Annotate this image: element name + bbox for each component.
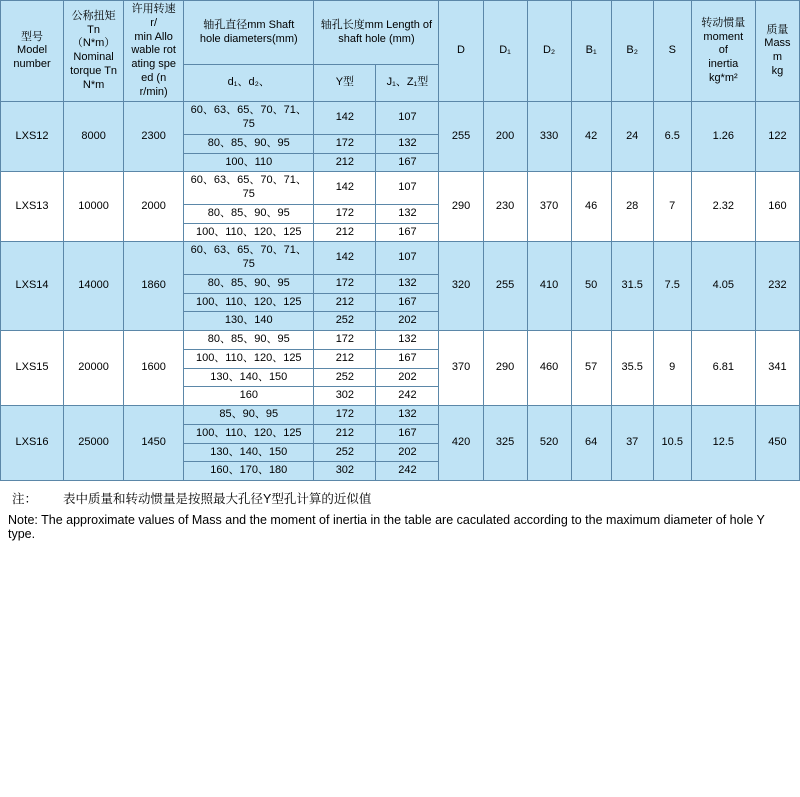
cell-inertia: 6.81 [691, 331, 755, 406]
cell-D1: 230 [483, 172, 527, 242]
cell-length-y: 142 [314, 102, 376, 135]
cell-D1: 290 [483, 331, 527, 406]
cell-mass: 160 [755, 172, 799, 242]
header-D2: D₂ [527, 1, 571, 102]
cell-B2: 24 [611, 102, 653, 172]
cell-D2: 410 [527, 242, 571, 331]
cell-bore-diameters: 160、170、180 [184, 462, 314, 481]
header-bore-diameter-group: 轴孔直径mm Shaft hole diameters(mm) [184, 1, 314, 65]
cell-B2: 37 [611, 406, 653, 481]
header-inertia: 转动惯量 moment of inertia kg*m² [691, 1, 755, 102]
cell-length-y: 212 [314, 153, 376, 172]
cell-length-jz: 202 [376, 312, 439, 331]
cell-length-jz: 132 [376, 204, 439, 223]
cell-length-y: 142 [314, 172, 376, 205]
cell-model: LXS16 [1, 406, 64, 481]
cell-bore-diameters: 60、63、65、70、71、75 [184, 102, 314, 135]
cell-D2: 370 [527, 172, 571, 242]
cell-bore-diameters: 80、85、90、95 [184, 134, 314, 153]
cell-length-jz: 202 [376, 443, 439, 462]
cell-length-jz: 107 [376, 242, 439, 275]
cell-D2: 520 [527, 406, 571, 481]
cell-length-jz: 167 [376, 153, 439, 172]
header-D: D [439, 1, 483, 102]
cell-D2: 330 [527, 102, 571, 172]
cell-inertia: 4.05 [691, 242, 755, 331]
cell-bore-diameters: 130、140 [184, 312, 314, 331]
table-row [1, 242, 800, 275]
cell-B1: 46 [571, 172, 611, 242]
cell-B1: 50 [571, 242, 611, 331]
cell-length-y: 172 [314, 331, 376, 350]
cell-allowable-speed: 1860 [124, 242, 184, 331]
cell-S: 9 [653, 331, 691, 406]
cell-bore-diameters: 130、140、150 [184, 443, 314, 462]
cell-D: 320 [439, 242, 483, 331]
table-body [1, 1, 800, 481]
cell-length-y: 252 [314, 443, 376, 462]
note-chinese [6, 489, 794, 513]
cell-D: 370 [439, 331, 483, 406]
cell-model: LXS14 [1, 242, 64, 331]
cell-S: 7.5 [653, 242, 691, 331]
cell-bore-diameters: 80、85、90、95 [184, 331, 314, 350]
cell-B2: 28 [611, 172, 653, 242]
cell-inertia: 2.32 [691, 172, 755, 242]
cell-length-jz: 242 [376, 387, 439, 406]
cell-length-jz: 167 [376, 424, 439, 443]
cell-B2: 31.5 [611, 242, 653, 331]
table-row [1, 172, 800, 205]
header-length-y-type: Y型 [314, 65, 376, 102]
cell-bore-diameters: 85、90、95 [184, 406, 314, 425]
cell-D1: 325 [483, 406, 527, 481]
header-length-jz-type: J₁、Z₁型 [376, 65, 439, 102]
cell-D2: 460 [527, 331, 571, 406]
cell-mass: 232 [755, 242, 799, 331]
cell-S: 7 [653, 172, 691, 242]
cell-bore-diameters: 80、85、90、95 [184, 204, 314, 223]
cell-length-jz: 167 [376, 223, 439, 242]
cell-length-y: 212 [314, 424, 376, 443]
cell-bore-diameters: 60、63、65、70、71、75 [184, 242, 314, 275]
notes-block [0, 481, 800, 541]
cell-bore-diameters: 100、110 [184, 153, 314, 172]
cell-D1: 255 [483, 242, 527, 331]
header-nominal-torque: 公称扭矩 Tn（N*m） Nominal torque Tn N*m [64, 1, 124, 102]
cell-length-y: 172 [314, 406, 376, 425]
cell-model: LXS12 [1, 102, 64, 172]
cell-bore-diameters: 100、110、120、125 [184, 223, 314, 242]
cell-length-jz: 132 [376, 274, 439, 293]
header-bore-length-group: 轴孔长度mm Length of shaft hole (mm) [314, 1, 439, 65]
cell-nominal-torque: 8000 [64, 102, 124, 172]
cell-bore-diameters: 130、140、150 [184, 368, 314, 387]
cell-length-y: 252 [314, 368, 376, 387]
note-chinese-text: 表中质量和转动惯量是按照最大孔径Y型孔计算的近似值 [63, 492, 372, 506]
header-S: S [653, 1, 691, 102]
cell-allowable-speed: 2000 [124, 172, 184, 242]
cell-length-y: 172 [314, 274, 376, 293]
header-allowable-speed: 许用转速 r/ min Allo wable rot ating spe ed (n r/min) [124, 1, 184, 102]
cell-D: 420 [439, 406, 483, 481]
cell-S: 6.5 [653, 102, 691, 172]
cell-mass: 122 [755, 102, 799, 172]
cell-S: 10.5 [653, 406, 691, 481]
header-D1: D₁ [483, 1, 527, 102]
header-bore-d1-d2: d₁、d₂、 [184, 65, 314, 102]
header-mass: 质量 Mass m kg [755, 1, 799, 102]
table-row [1, 331, 800, 350]
cell-bore-diameters: 160 [184, 387, 314, 406]
cell-length-y: 212 [314, 223, 376, 242]
cell-mass: 341 [755, 331, 799, 406]
header-B1: B₁ [571, 1, 611, 102]
cell-length-jz: 132 [376, 406, 439, 425]
header-B2: B₂ [611, 1, 653, 102]
note-english: Note: The approximate values of Mass and the moment of inertia in the table are caculated according to the maximum diameter of hole Y type. [8, 513, 765, 541]
note-chinese-label: 注： [12, 492, 38, 506]
cell-length-jz: 202 [376, 368, 439, 387]
cell-length-jz: 242 [376, 462, 439, 481]
cell-nominal-torque: 14000 [64, 242, 124, 331]
table-row [1, 102, 800, 135]
cell-length-y: 212 [314, 349, 376, 368]
cell-length-y: 172 [314, 204, 376, 223]
cell-length-y: 252 [314, 312, 376, 331]
cell-D1: 200 [483, 102, 527, 172]
cell-length-y: 212 [314, 293, 376, 312]
cell-model: LXS13 [1, 172, 64, 242]
cell-mass: 450 [755, 406, 799, 481]
cell-nominal-torque: 10000 [64, 172, 124, 242]
cell-nominal-torque: 25000 [64, 406, 124, 481]
cell-bore-diameters: 60、63、65、70、71、75 [184, 172, 314, 205]
cell-D: 255 [439, 102, 483, 172]
cell-B1: 64 [571, 406, 611, 481]
cell-length-jz: 107 [376, 172, 439, 205]
header-model: 型号 Model number [1, 1, 64, 102]
cell-inertia: 12.5 [691, 406, 755, 481]
cell-length-y: 302 [314, 462, 376, 481]
cell-length-jz: 132 [376, 134, 439, 153]
cell-model: LXS15 [1, 331, 64, 406]
cell-allowable-speed: 1450 [124, 406, 184, 481]
cell-length-jz: 167 [376, 349, 439, 368]
cell-B1: 57 [571, 331, 611, 406]
cell-B1: 42 [571, 102, 611, 172]
cell-allowable-speed: 2300 [124, 102, 184, 172]
cell-length-jz: 107 [376, 102, 439, 135]
header-row-1 [1, 1, 800, 65]
table-row [1, 406, 800, 425]
cell-allowable-speed: 1600 [124, 331, 184, 406]
cell-bore-diameters: 100、110、120、125 [184, 424, 314, 443]
cell-inertia: 1.26 [691, 102, 755, 172]
cell-D: 290 [439, 172, 483, 242]
cell-length-y: 172 [314, 134, 376, 153]
cell-bore-diameters: 100、110、120、125 [184, 293, 314, 312]
cell-length-jz: 132 [376, 331, 439, 350]
cell-length-jz: 167 [376, 293, 439, 312]
cell-B2: 35.5 [611, 331, 653, 406]
cell-bore-diameters: 80、85、90、95 [184, 274, 314, 293]
cell-nominal-torque: 20000 [64, 331, 124, 406]
cell-bore-diameters: 100、110、120、125 [184, 349, 314, 368]
cell-length-y: 142 [314, 242, 376, 275]
cell-length-y: 302 [314, 387, 376, 406]
